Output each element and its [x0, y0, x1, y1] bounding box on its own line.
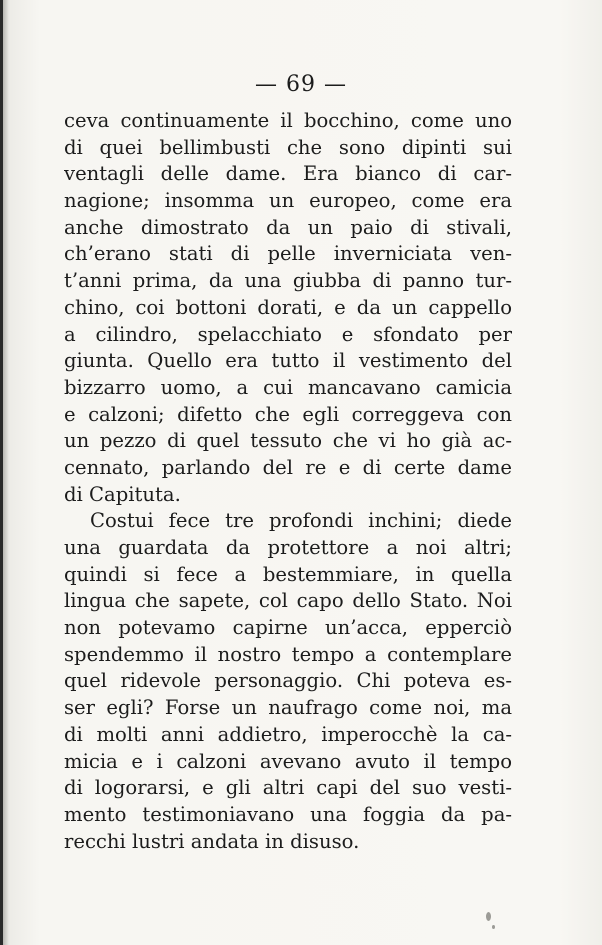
text-line: giunta. Quello era tutto il vestimento del — [64, 349, 512, 373]
text-line: bizzarro uomo, a cui mancavano camicia — [64, 375, 512, 399]
body-text — [64, 108, 512, 855]
text-line: ser egli? Forse un naufrago come noi, ma — [64, 696, 512, 720]
text-line: un pezzo di quel tessuto che vi ho già ac- — [64, 429, 512, 453]
text-line: chino, coi bottoni dorati, e da un cappello — [64, 295, 512, 319]
text-line: ch’erano stati di pelle inverniciata ven- — [64, 242, 512, 266]
text-line: cennato, parlando del re e di certe dame — [64, 455, 512, 479]
text-line: di quei bellimbusti che sono dipinti sui — [64, 135, 512, 159]
text-line: micia e i calzoni avevano avuto il tempo — [64, 749, 512, 773]
page-binding-shadow — [3, 0, 9, 945]
text-line: anche dimostrato da un paio di stivali, — [64, 215, 512, 239]
text-line: nagione; insomma un europeo, come era — [64, 189, 512, 213]
paragraph-last-line: di Capituta. — [64, 482, 181, 506]
text-line: ceva continuamente il bocchino, come uno — [64, 109, 512, 132]
text-line: e calzoni; difetto che egli correggeva con — [64, 402, 512, 426]
text-line: t’anni prima, da una giubba di panno tur- — [64, 269, 512, 293]
text-line: non potevamo capirne un’acca, epperciò — [64, 616, 512, 640]
text-line: una guardata da protettore a noi altri; — [64, 536, 512, 559]
text-line: di logorarsi, e gli altri capi del suo vesti- — [64, 776, 512, 800]
text-line: di molti anni addietro, imperocchè la ca- — [64, 722, 512, 746]
text-line: ventagli delle dame. Era bianco di car- — [64, 162, 512, 186]
paragraph-first-line: Costui fece tre profondi inchini; diede — [90, 509, 512, 533]
text-line: a cilindro, spelacchiato e sfondato per — [64, 322, 512, 346]
page-number: — 69 — — [255, 72, 347, 97]
text-line: quel ridevole personaggio. Chi poteva es- — [64, 669, 512, 693]
text-line: lingua che sapete, col capo dello Stato. Noi — [64, 589, 512, 613]
paper-speck — [486, 912, 491, 921]
text-line: quindi si fece a bestemmiare, in quella — [64, 562, 512, 586]
paper-speck — [492, 925, 495, 929]
paragraph-last-line: recchi lustri andata in disuso. — [64, 829, 360, 853]
text-line: spendemmo il nostro tempo a contemplare — [64, 642, 512, 666]
text-line: mento testimoniavano una foggia da pa- — [64, 802, 512, 826]
